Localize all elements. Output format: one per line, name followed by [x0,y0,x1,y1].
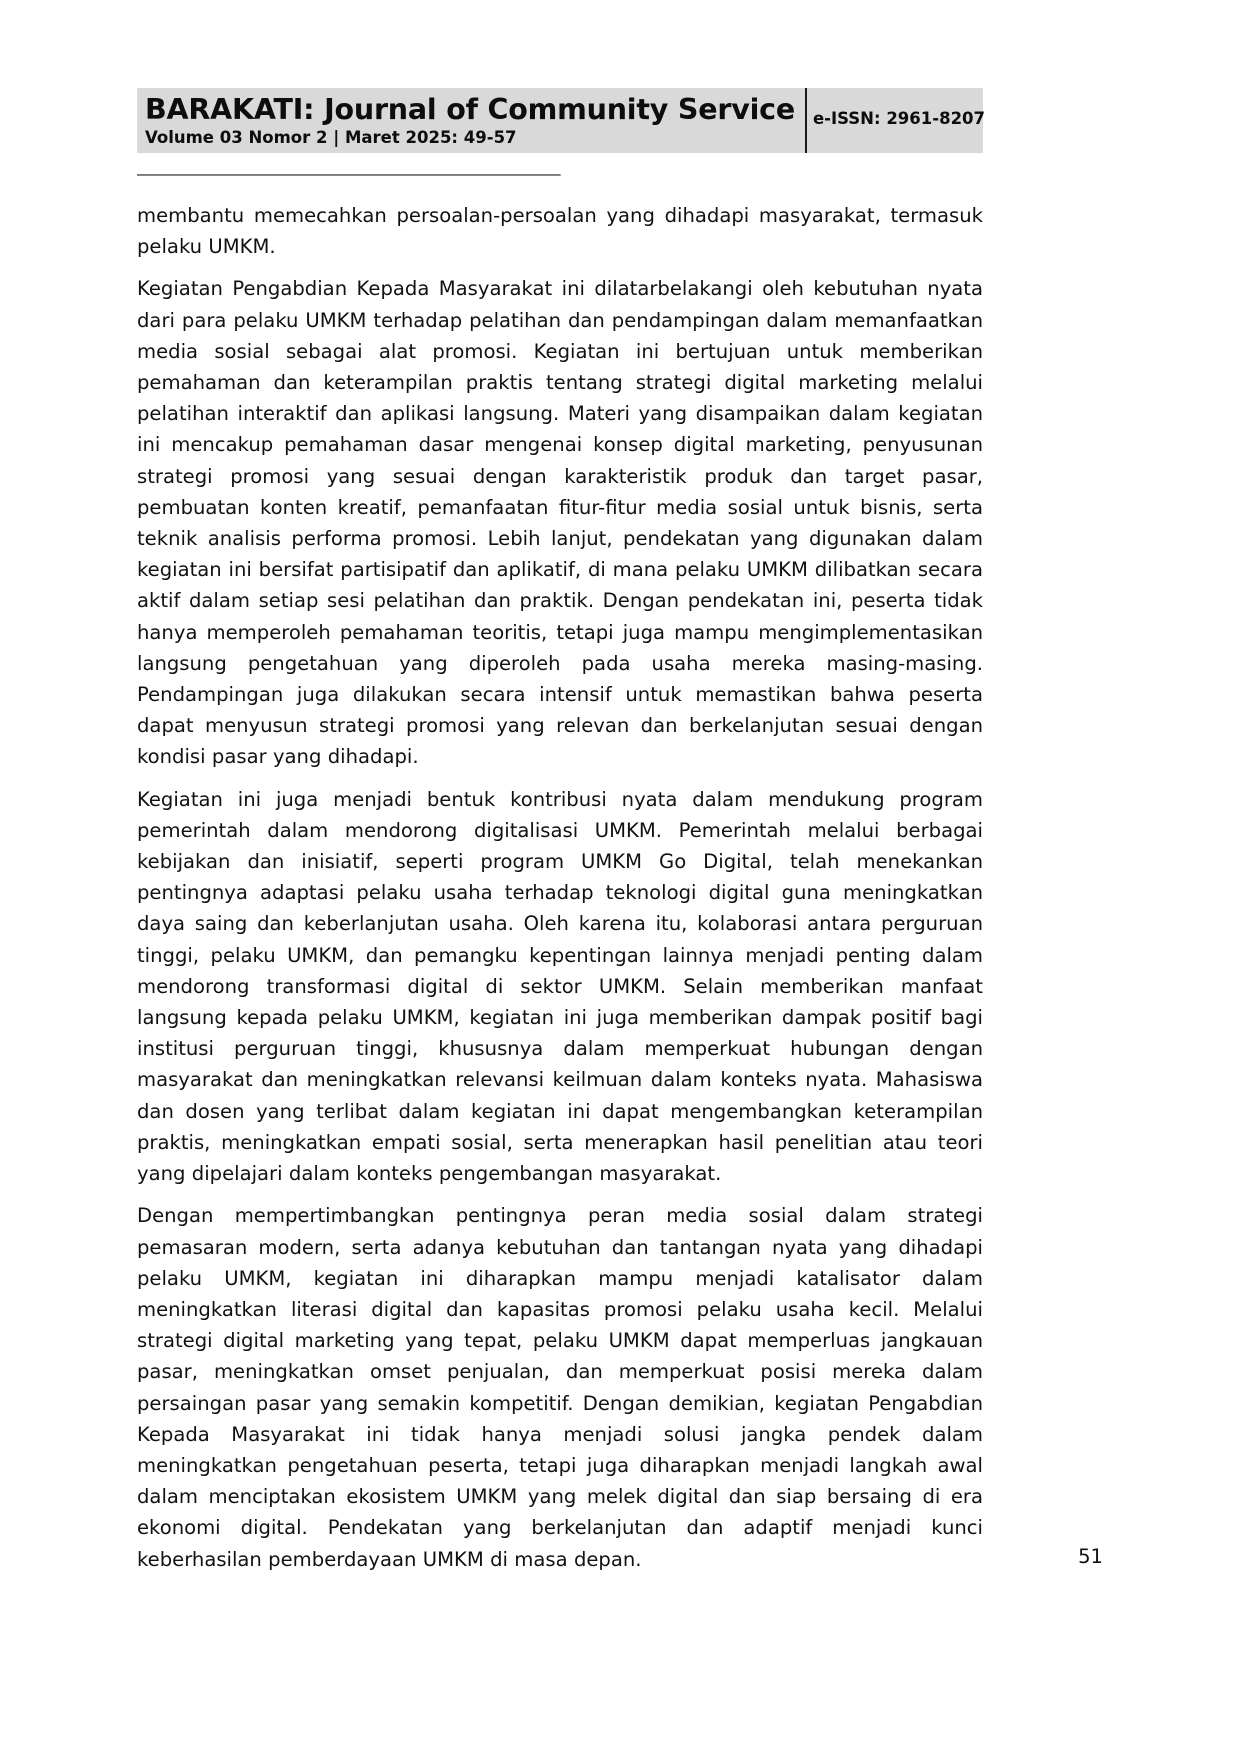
journal-header-right [807,88,991,153]
separator-glyphs: ———————————————————————————————————————————————————— [137,165,560,183]
body-paragraph: Kegiatan Pengabdian Kepada Masyarakat ini dilatarbelakangi oleh kebutuhan nyata dari para pelaku UMKM terhadap pelatihan dan pendampingan dalam memanfaatkan media sosial sebagai alat promosi. Kegiatan ini bertujuan untuk memberikan pemahaman dan keterampilan praktis tentang strategi digital marketing melalui pelatihan interaktif dan aplikasi langsung. Materi yang disampaikan dalam kegiatan ini mencakup pemahaman dasar mengenai konsep digital marketing, penyusunan strategi promosi yang sesuai dengan karakteristik produk dan target pasar, pembuatan konten kreatif, pemanfaatan fitur-fitur media sosial untuk bisnis, serta teknik analisis performa promosi. Lebih lanjut, pendekatan yang digunakan dalam kegiatan ini bersifat partisipatif dan aplikatif, di mana pelaku UMKM dilibatkan secara aktif dalam setiap sesi pelatihan dan praktik. Dengan pendekatan ini, peserta tidak hanya memperoleh pemahaman teoritis, tetapi juga mampu mengimplementasikan langsung pengetahuan yang diperoleh pada usaha mereka masing-masing. Pendampingan juga dilakukan secara intensif untuk memastikan bahwa peserta dapat menyusun strategi promosi yang relevan dan berkelanjutan sesuai dengan kondisi pasar yang dihadapi. [137,277,983,769]
eissn-label: e-ISSN: 2961-8207 [812,108,986,128]
journal-volume-issue: Volume 03 Nomor 2 | Maret 2025: 49-57 [145,127,517,147]
body-paragraph: membantu memecahkan persoalan-persoalan yang dihadapi masyarakat, termasuk pelaku UMKM. [137,204,983,259]
page-number: 51 [1078,1545,1103,1568]
journal-header-band [137,88,986,153]
body-text-column [137,200,983,1575]
journal-header-left [137,88,807,153]
journal-title: BARAKATI: Journal of Community Service [145,93,795,126]
body-paragraph: Dengan mempertimbangkan pentingnya peran media sosial dalam strategi pemasaran modern, serta adanya kebutuhan dan tantangan nyata yang dihadapi pelaku UMKM, kegiatan ini diharapkan mampu menjadi katalisator dalam meningkatkan literasi digital dan kapasitas promosi pelaku usaha kecil. Melalui strategi digital marketing yang tepat, pelaku UMKM dapat memperluas jangkauan pasar, meningkatkan omset penjualan, dan memperkuat posisi mereka dalam persaingan pasar yang semakin kompetitif. Dengan demikian, kegiatan Pengabdian Kepada Masyarakat ini tidak hanya menjadi solusi jangka pendek dalam meningkatkan pengetahuan peserta, tetapi juga diharapkan menjadi langkah awal dalam menciptakan ekosistem UMKM yang melek digital dan siap bersaing di era ekonomi digital. Pendekatan yang berkelanjutan dan adaptif menjadi kunci keberhasilan pemberdayaan UMKM di masa depan. [137,1204,983,1571]
header-separator-rule [137,165,983,183]
body-paragraph: Kegiatan ini juga menjadi bentuk kontribusi nyata dalam mendukung program pemerintah dalam mendorong digitalisasi UMKM. Pemerintah melalui berbagai kebijakan dan inisiatif, seperti program UMKM Go Digital, telah menekankan pentingnya adaptasi pelaku usaha terhadap teknologi digital guna meningkatkan daya saing dan keberlanjutan usaha. Oleh karena itu, kolaborasi antara perguruan tinggi, pelaku UMKM, dan pemangku kepentingan lainnya menjadi penting dalam mendorong transformasi digital di sektor UMKM. Selain memberikan manfaat langsung kepada pelaku UMKM, kegiatan ini juga memberikan dampak positif bagi institusi perguruan tinggi, khususnya dalam memperkuat hubungan dengan masyarakat dan meningkatkan relevansi keilmuan dalam konteks nyata. Mahasiswa dan dosen yang terlibat dalam kegiatan ini dapat mengembangkan keterampilan praktis, meningkatkan empati sosial, serta menerapkan hasil penelitian atau teori yang dipelajari dalam konteks pengembangan masyarakat. [137,787,983,1186]
